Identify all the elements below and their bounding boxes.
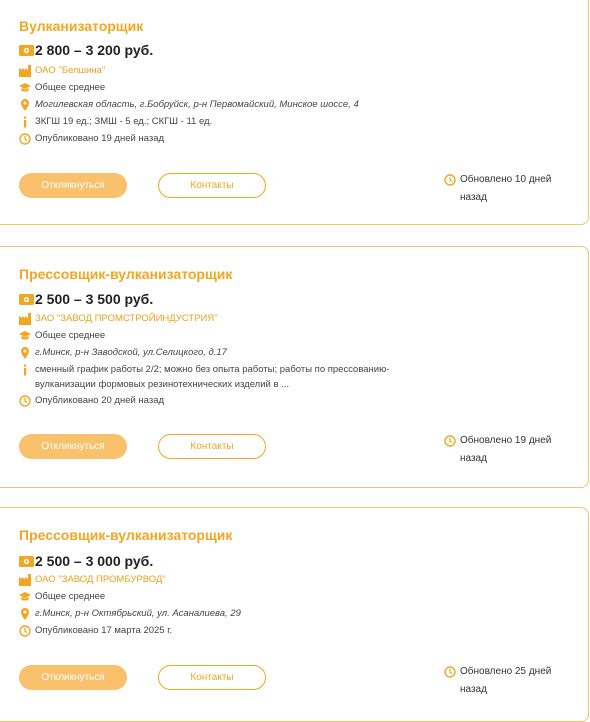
company-row bbox=[19, 572, 166, 588]
address-text: г.Минск, р-н Заводской, ул.Селицкого, д.17 bbox=[35, 347, 227, 358]
clock-icon bbox=[444, 435, 456, 447]
clock-icon bbox=[19, 395, 31, 407]
location-pin-icon bbox=[19, 347, 31, 359]
published-text: Опубликовано 19 дней назад bbox=[35, 133, 165, 144]
address-row bbox=[19, 97, 359, 113]
education-text: Общее среднее bbox=[35, 591, 106, 602]
company-link[interactable]: ОАО "ЗАВОД ПРОМБУРВОД" bbox=[35, 574, 166, 585]
apply-button[interactable]: Откликнуться bbox=[19, 434, 127, 459]
education-row bbox=[19, 328, 105, 344]
updated-info bbox=[444, 663, 574, 699]
clock-icon bbox=[444, 666, 456, 678]
apply-button[interactable]: Откликнуться bbox=[19, 665, 127, 690]
contacts-button[interactable]: Контакты bbox=[158, 665, 266, 690]
published-text: Опубликовано 20 дней назад bbox=[35, 395, 165, 406]
updated-text: Обновлено 19 дней назад bbox=[460, 435, 552, 464]
info-row bbox=[19, 114, 212, 130]
address-text: г.Минск, р-н Октябрьский, ул. Асаналиева, 29 bbox=[35, 608, 241, 619]
salary-text: 2 800 – 3 200 руб. bbox=[35, 42, 154, 58]
info-icon bbox=[19, 364, 31, 376]
location-pin-icon bbox=[19, 608, 31, 620]
updated-text: Обновлено 10 дней назад bbox=[460, 174, 552, 203]
vacancy-salary bbox=[19, 42, 153, 58]
education-row bbox=[19, 80, 105, 96]
factory-icon bbox=[19, 65, 31, 77]
info-icon bbox=[19, 116, 31, 128]
salary-text: 2 500 – 3 500 руб. bbox=[35, 291, 154, 307]
updated-text: Обновлено 25 дней назад bbox=[460, 666, 552, 695]
salary-text: 2 500 – 3 000 руб. bbox=[35, 553, 154, 569]
address-text: Могилевская область, г.Бобруйск, р-н Первомайский, Минское шоссе, 4 bbox=[35, 99, 359, 110]
published-row bbox=[19, 393, 164, 409]
company-link[interactable]: ОАО "Белшина" bbox=[35, 65, 106, 76]
location-pin-icon bbox=[19, 99, 31, 111]
education-text: Общее среднее bbox=[35, 330, 106, 341]
vacancy-card bbox=[0, 0, 589, 225]
graduation-cap-icon bbox=[19, 82, 31, 94]
info-text: ЗКГШ 19 ед.; ЗМШ - 5 ед.; СКГШ - 11 ед. bbox=[35, 116, 213, 127]
clock-icon bbox=[19, 133, 31, 145]
contacts-button[interactable]: Контакты bbox=[158, 434, 266, 459]
vacancy-card bbox=[0, 246, 589, 488]
company-link[interactable]: ЗАО "ЗАВОД ПРОМСТРОЙИНДУСТРИЯ" bbox=[35, 313, 218, 324]
company-row bbox=[19, 63, 105, 79]
vacancy-title[interactable]: Вулканизаторщик bbox=[19, 18, 144, 34]
vacancy-salary bbox=[19, 291, 153, 307]
factory-icon bbox=[19, 574, 31, 586]
address-row bbox=[19, 606, 241, 622]
money-icon bbox=[19, 556, 34, 567]
apply-button[interactable]: Откликнуться bbox=[19, 173, 127, 198]
vacancy-card bbox=[0, 507, 589, 722]
published-text: Опубликовано 17 марта 2025 г. bbox=[35, 625, 173, 636]
vacancy-title[interactable]: Прессовщик-вулканизаторщик bbox=[19, 266, 233, 282]
updated-info bbox=[444, 432, 574, 468]
education-text: Общее среднее bbox=[35, 82, 106, 93]
updated-info bbox=[444, 171, 574, 207]
contacts-button[interactable]: Контакты bbox=[158, 173, 266, 198]
info-text: сменный график работы 2/2; можно без опыта работы; работы по прессованию-вулканизации формовых резинотехнических изделий в ... bbox=[35, 364, 390, 390]
clock-icon bbox=[19, 625, 31, 637]
company-row bbox=[19, 311, 218, 327]
vacancy-salary bbox=[19, 553, 153, 569]
published-row bbox=[19, 623, 172, 639]
factory-icon bbox=[19, 313, 31, 325]
money-icon bbox=[19, 45, 34, 56]
info-row bbox=[19, 362, 395, 392]
vacancy-title[interactable]: Прессовщик-вулканизаторщик bbox=[19, 527, 233, 543]
money-icon bbox=[19, 294, 34, 305]
graduation-cap-icon bbox=[19, 591, 31, 603]
clock-icon bbox=[444, 174, 456, 186]
published-row bbox=[19, 131, 164, 147]
graduation-cap-icon bbox=[19, 330, 31, 342]
address-row bbox=[19, 345, 227, 361]
education-row bbox=[19, 589, 105, 605]
